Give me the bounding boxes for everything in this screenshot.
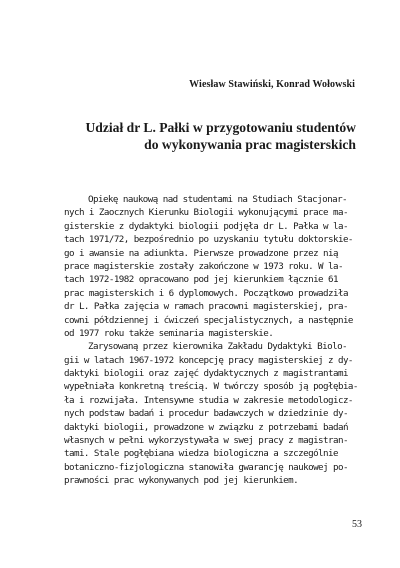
body-text-line: daktyki biologii oraz zajęć dydaktycznych z magistrantami <box>64 368 348 380</box>
body-text-line: prawności prac wykonywanych pod jej kierunkiem. <box>64 475 299 487</box>
body-text-line: dr L. Pałka zajęcia w ramach pracowni magisterskiej, pra- <box>64 301 348 313</box>
body-text-line: cowni półdziennej i ćwiczeń specjalistycznych, a następnie <box>64 314 353 326</box>
body-text-line: wypełniała konkretną treścią. W twórczy sposób ją pogłębia- <box>64 381 358 393</box>
body-text-line: tami. Stale pogłębiana wiedza biologiczna a szczególnie <box>64 448 338 460</box>
article-authors: Wiesław Stawiński, Konrad Wołowski <box>189 79 355 90</box>
article-title-line: Udział dr L. Pałki w przygotowaniu studentów <box>85 120 356 135</box>
body-text-line: tach 1972-1982 opracowano pod jej kierunkiem łącznie 61 <box>64 274 338 286</box>
body-text-line: tach 1971/72, bezpośrednio po uzyskaniu tytułu doktorskie- <box>64 234 353 246</box>
body-text-line: własnych w pełni wykorzystywała w swej pracy z magistran- <box>64 435 348 447</box>
body-text-line: nych podstaw badań i procedur badawczych w dziedzinie dy- <box>64 408 348 420</box>
body-text-line: nych i Zaocznych Kierunku Biologii wykonującymi prace ma- <box>64 207 348 219</box>
body-text-line: gisterskie z dydaktyki biologii podjęła dr L. Pałka w la- <box>64 220 348 232</box>
body-text-line: ła i rozwijała. Intensywne studia w zakresie metodologicz- <box>64 394 353 406</box>
body-text-line: prac magisterskich i 6 dyplomowych. Początkowo prowadziła <box>64 287 348 299</box>
article-title <box>85 119 356 153</box>
body-text-line: botaniczno-fizjologiczna stanowiła gwarancję naukowej po- <box>64 461 348 473</box>
body-text-line: od 1977 roku także seminaria magisterskie. <box>64 327 274 339</box>
body-text-line: daktyki biologii, prowadzone w związku z potrzebami badań <box>64 421 348 433</box>
body-text-line: go i awansie na adiunkta. Pierwsze prowadzone przez nią <box>64 247 338 259</box>
page-number: 53 <box>352 519 362 530</box>
body-text-line: prace magisterskie zostały zakończone w 1973 roku. W la- <box>64 260 343 272</box>
article-body <box>64 193 364 488</box>
body-text-line: Opiekę naukową nad studentami na Studiach Stacjonar- <box>88 194 348 205</box>
body-text-line: Zarysowaną przez kierownika Zakładu Dydaktyki Biolo- <box>88 341 348 353</box>
article-title-line: do wykonywania prac magisterskich <box>144 137 356 152</box>
body-text-line: gii w latach 1967-1972 koncepcję pracy magisterskiej z dy- <box>64 354 353 366</box>
